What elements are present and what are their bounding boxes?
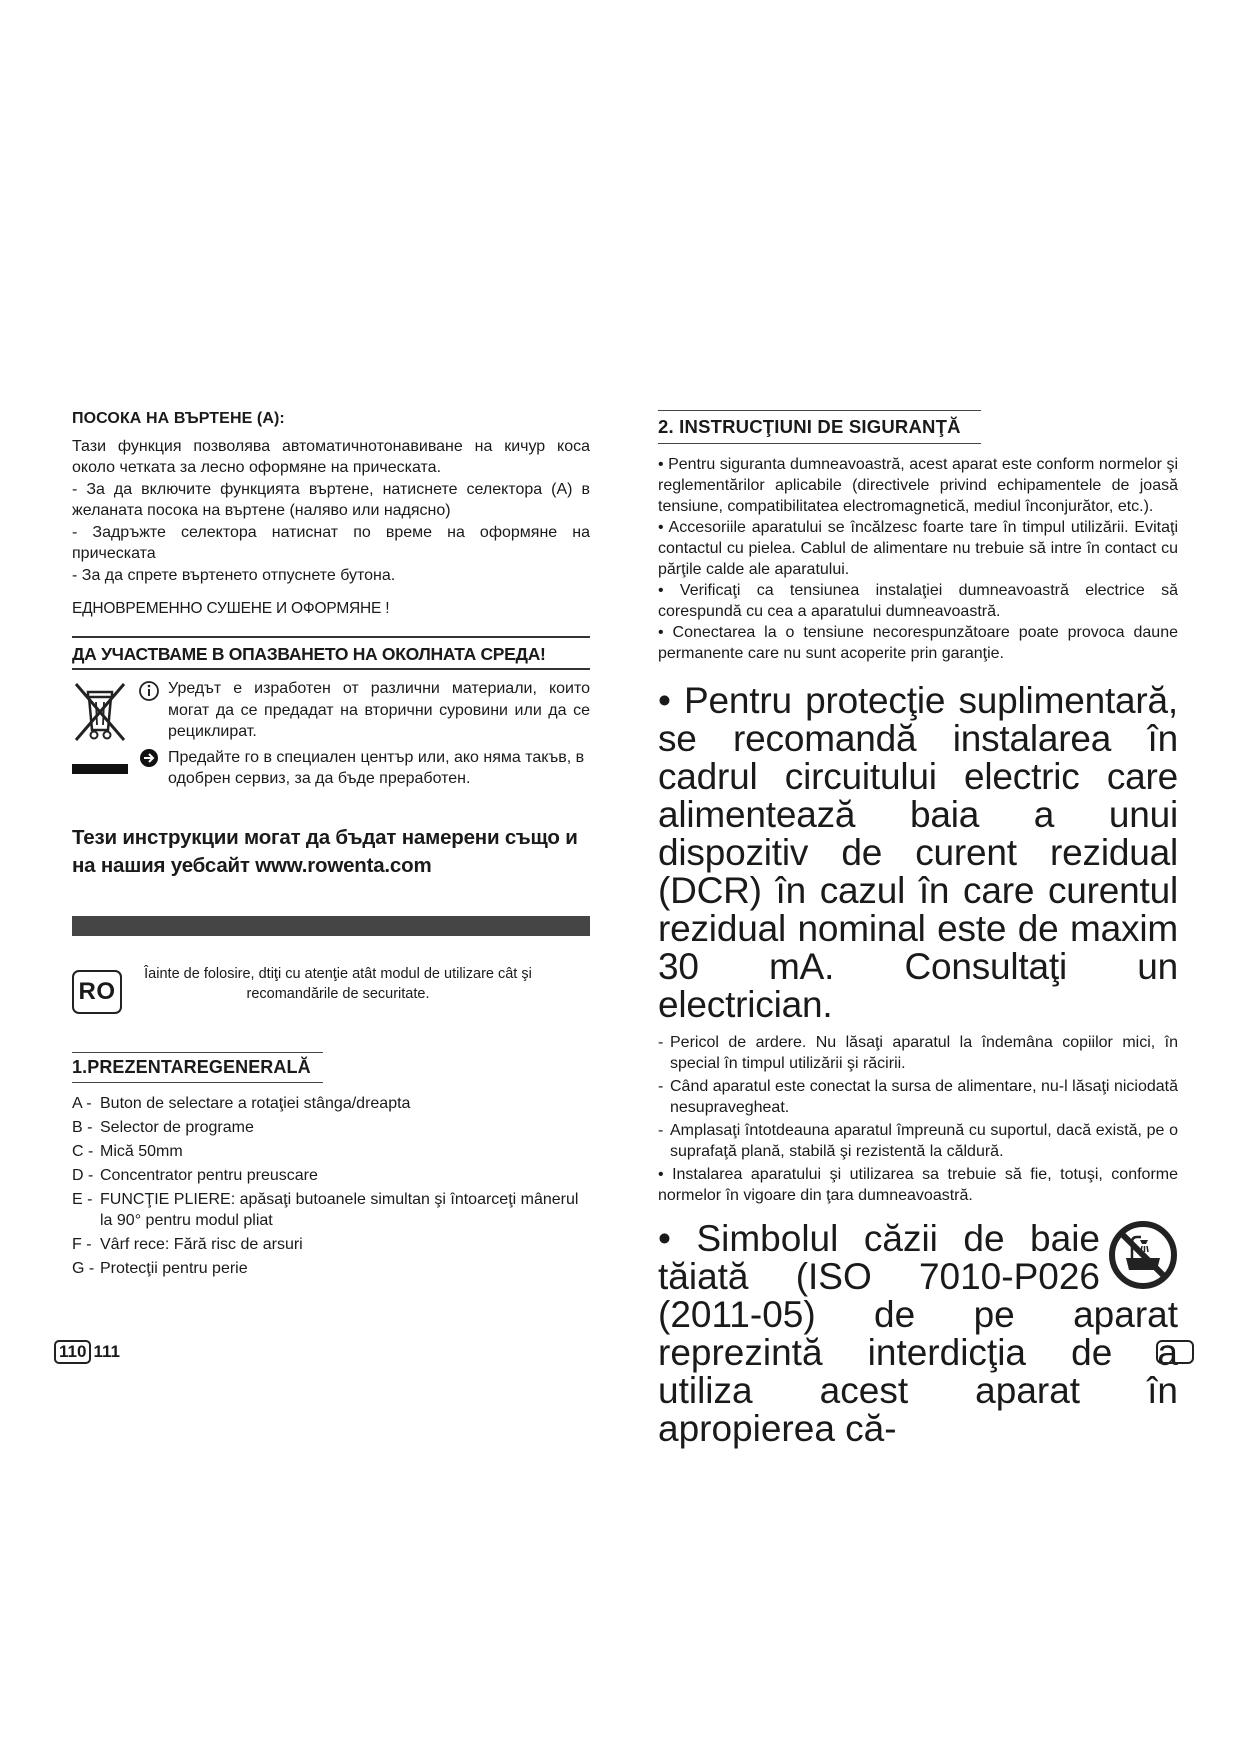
black-bar-symbol (72, 764, 128, 774)
dash-text: Când aparatul este conectat la sursa de alimentare, nu-l lăsaţi niciodată nesupravegheat. (670, 1078, 1178, 1116)
list-item (72, 1117, 590, 1138)
part-text: FUNCŢIE PLIERE: apăsaţi butoanele simultan şi întoarceţi mânerul la 90° pentru modul pliat (100, 1191, 579, 1229)
part-letter: A - (72, 1095, 92, 1112)
part-letter: C - (72, 1143, 94, 1160)
environment-section (72, 636, 590, 790)
rotation-direction-heading: ПОСОКА НА ВЪРТЕНЕ (A): (72, 410, 285, 427)
no-bathtub-icon (1108, 1220, 1178, 1290)
list-item (72, 1234, 590, 1255)
dash-text: Amplasaţi întotdeauna aparatul împreună cu suportul, dacă există, pe o suprafaţă plană, stabilă şi rezistentă la căldură. (670, 1122, 1178, 1160)
section1-heading-frame (72, 1052, 323, 1083)
safety-bullet: • Pentru siguranta dumneavoastră, acest aparat este conform normelor şi reglementărilor aplicabile (directivele privind echipamentele de joasă tensiune, compatibilitatea electromagnetică, mediul înconjurător, etc.). (658, 456, 1178, 515)
ro-intro-text: Îainte de folosire, dtiţi cu atenţie atât modul de utilizare cât şi recomandările de securitate. (144, 966, 532, 1002)
list-item (72, 1093, 590, 1114)
list-item (72, 1165, 590, 1186)
environment-action-text: Предайте го в специален център или, ако няма такъв, в одобрен сервиз, за да бъде преработен. (168, 748, 585, 787)
dash-mark: - (658, 1078, 664, 1095)
dash-mark: - (658, 1122, 664, 1139)
environment-heading: ДА УЧАСТВАМЕ В ОПАЗВАНЕТО НА ОКОЛНАТА СРЕДА! (72, 644, 546, 664)
current-page-number: 110 (54, 1340, 91, 1364)
list-item (72, 1258, 590, 1279)
safety-bullet: • Accesoriile aparatului se încălzesc foarte tare în timpul utilizării. Evitaţi contactul cu pielea. Cablul de alimentare nu trebuie să intre în contact cu părţile calde ale aparatului. (658, 519, 1178, 578)
language-tab-box (1156, 1340, 1194, 1364)
bathtub-warning-block (658, 1220, 1178, 1448)
rotation-paragraph: Тази функция позволява автоматичнотонавиване на кичур коса около четката за лесно оформяне на прическата. (72, 438, 590, 476)
website-note: Тези инструкции могат да бъдат намерени също и на нашия уебсайт www.rowenta.com (72, 826, 578, 877)
part-text: Vârf rece: Fără risc de arsuri (100, 1236, 303, 1253)
next-page-number: 111 (93, 1342, 120, 1361)
list-item (658, 1120, 1178, 1162)
section-separator-bar (72, 916, 590, 936)
part-text: Mică 50mm (100, 1143, 183, 1160)
arrow-circle-icon (139, 748, 159, 768)
dash-mark: - (658, 1034, 664, 1051)
part-letter: F - (72, 1236, 92, 1253)
list-item (72, 1141, 590, 1162)
part-letter: G - (72, 1260, 95, 1277)
section2-heading: 2. INSTRUCŢIUNI DE SIGURANŢĂ (658, 416, 961, 437)
safety-bullet: • Verificaţi ca tensiunea instalaţiei dumneavoastră electrice să corespundă cu cea a aparatului dumneavoastră. (658, 582, 1178, 620)
info-icon (138, 680, 160, 702)
list-item (72, 1189, 590, 1231)
simultaneous-drying-line: ЕДНОВРЕМЕННО СУШЕНЕ И ОФОРМЯНЕ ! (72, 600, 390, 617)
dash-text: Pericol de ardere. Nu lăsaţi aparatul la îndemâna copiilor mici, în special în timpul utilizării şi răcirii. (670, 1034, 1178, 1072)
part-letter: E - (72, 1191, 93, 1208)
divider (72, 668, 590, 670)
part-text: Protecţii pentru perie (100, 1260, 248, 1277)
part-letter: D - (72, 1167, 94, 1184)
page-numbers (54, 1340, 120, 1364)
installation-note: • Instalarea aparatului şi utilizarea sa trebuie să fie, totuşi, conforme normelor în vigoare din ţara dumneavoastră. (658, 1166, 1178, 1204)
part-text: Selector de programe (100, 1119, 254, 1136)
part-text: Buton de selectare a rotaţiei stânga/dreapta (100, 1095, 411, 1112)
ro-language-badge: RO (72, 970, 122, 1014)
rotation-paragraph: - За да включите функцията въртене, натиснете селектора (A) в желаната посока на въртене (наляво или надясно) (72, 481, 590, 519)
rotation-paragraph: - За да спрете въртенето отпуснете бутона. (72, 567, 396, 584)
crossed-bin-icon (72, 680, 128, 744)
parts-list (72, 1093, 590, 1279)
bathtub-warning-text: • Simbolul căzii de baie tăiată (ISO 7010-P026 (2011-05) de pe aparat reprezintă interdicţia de a utiliza acest aparat în apropierea că- (658, 1218, 1178, 1449)
environment-info-text: Уредът е изработен от различни материали, които могат да се предадат на вторични суровини или да се рециклират. (168, 680, 590, 740)
bathtub-warning (658, 1220, 1178, 1448)
rcd-warning: • Pentru protecţie suplimentară, se recomandă instalarea în cadrul circuitului electric care alimentează baia a unui dispozitiv de curent rezidual (DCR) în cazul în care curentul rezidual nominal este de maxim 30 mA. Consultaţi un electrician. (658, 680, 1178, 1025)
list-item (658, 1032, 1178, 1074)
part-text: Concentrator pentru preuscare (100, 1167, 318, 1184)
list-item (658, 1076, 1178, 1118)
part-letter: B - (72, 1119, 93, 1136)
left-column (72, 410, 590, 1282)
recycling-icons (72, 678, 168, 790)
section2-heading-frame (658, 410, 981, 444)
section1-heading: 1.PREZENTAREGENERALĂ (72, 1057, 311, 1077)
hazard-list (658, 1032, 1178, 1162)
ro-intro (72, 964, 590, 1014)
safety-bullet: • Conectarea la o tensiune necorespunzătoare poate provoca daune permanente care nu sunt acoperite prin garanţie. (658, 624, 1178, 662)
right-column (658, 410, 1178, 1448)
rotation-paragraph: - Задръжте селектора натиснат по време на оформяне на прическата (72, 524, 590, 562)
